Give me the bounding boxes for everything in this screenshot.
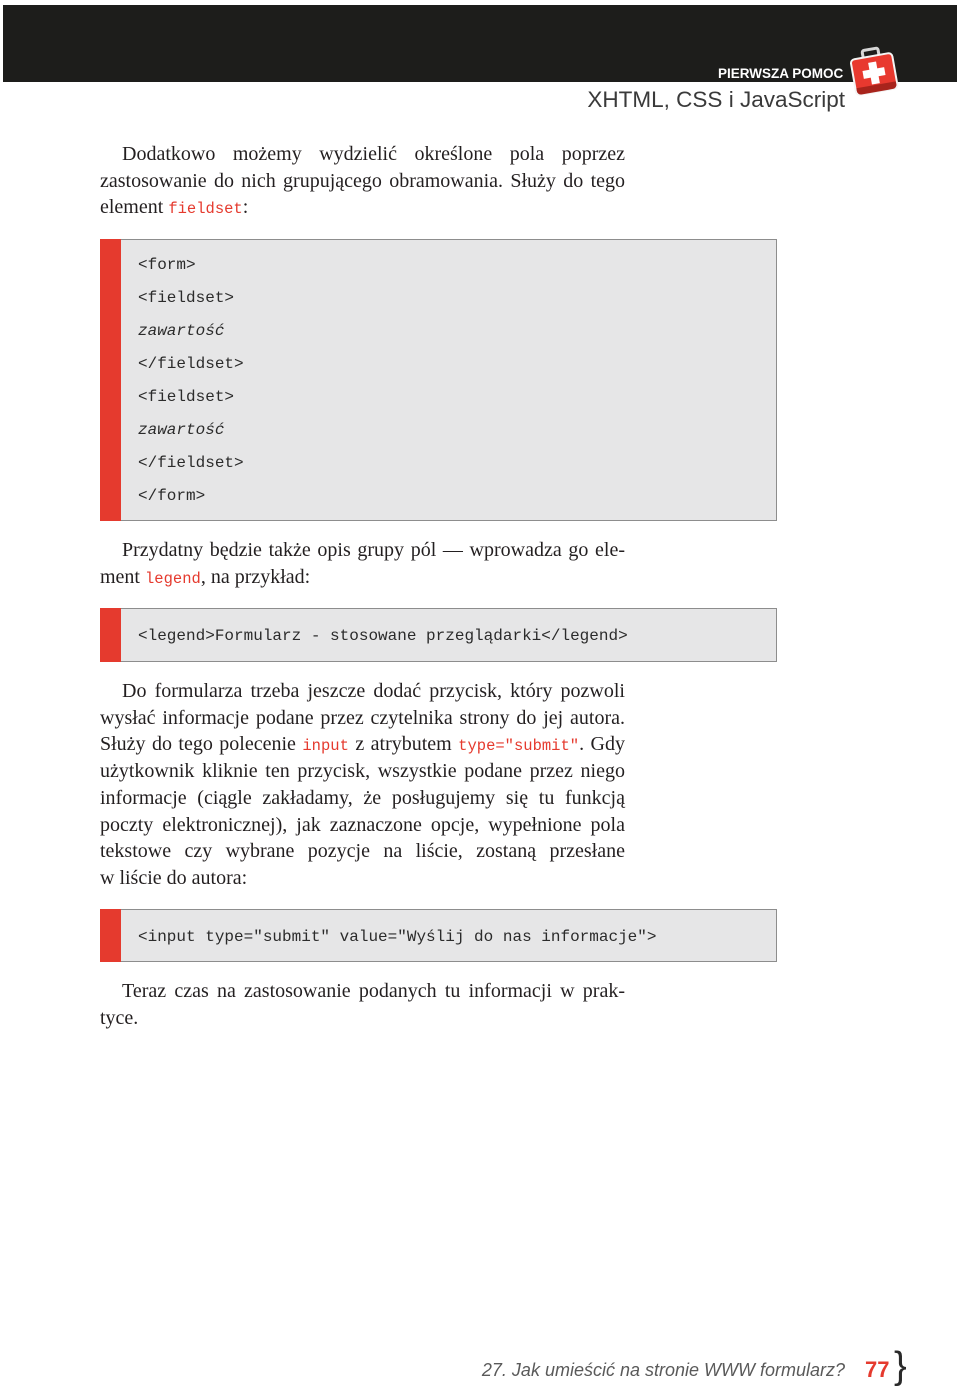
text-run: . Gdy (579, 733, 625, 755)
text-run: Przydatny będzie także opis grupy pól — wprowadza go ele- (122, 539, 625, 561)
text-run: Służy do tego polecenie (100, 733, 303, 755)
paragraph-line (100, 838, 625, 864)
book-title: XHTML, CSS i JavaScript (587, 87, 845, 112)
paragraph-line (122, 141, 625, 167)
text-run: : (242, 196, 249, 218)
page-number: 77 (865, 1357, 890, 1382)
series-label: PIERWSZA POMOC (718, 66, 844, 81)
paragraph-line (100, 865, 625, 891)
decorative-brace: } (894, 1345, 907, 1387)
code-line: </fieldset> (138, 355, 244, 373)
text-run: wysłać informacje podane przez czytelnika strony do jej autora. (100, 707, 625, 729)
inline-code-input: input (302, 737, 349, 755)
code-line: <legend>Formularz - stosowane przeglądarki</legend> (138, 627, 628, 645)
code-block-accent-bar (100, 909, 121, 962)
paragraph-line (100, 731, 625, 757)
paragraph-line (100, 1005, 625, 1031)
first-aid-kit-icon (848, 45, 900, 97)
header-bar (3, 5, 957, 82)
inline-code-type-submit: type="submit" (458, 737, 580, 755)
paragraph-line (100, 705, 625, 731)
code-line-placeholder: zawartość (138, 421, 225, 439)
code-block-accent-bar (100, 608, 121, 662)
text-run: poczty elektronicznej), jak zaznaczone opcje, wypełnione pola (100, 814, 625, 836)
paragraph-line (122, 978, 625, 1004)
paragraph-line (100, 785, 625, 811)
code-line: <fieldset> (138, 289, 235, 307)
text-run: , na przykład: (200, 566, 311, 588)
inline-code-legend: legend (145, 570, 201, 588)
text-run: Dodatkowo możemy wydzielić określone pola poprzez (122, 143, 625, 165)
chapter-title: 27. Jak umieścić na stronie WWW formularz? (481, 1360, 845, 1380)
code-line: <input type="submit" value="Wyślij do nas informacje"> (138, 927, 657, 946)
code-block-accent-bar (100, 239, 121, 521)
code-block-fieldset (100, 239, 777, 521)
text-run: ment (100, 566, 145, 588)
paragraph-line (122, 678, 625, 704)
code-line: <form> (138, 256, 196, 274)
text-run: Do formularza trzeba jeszcze dodać przycisk, który pozwoli (122, 680, 625, 702)
code-line: </form> (138, 487, 206, 505)
code-block-input-submit (100, 909, 777, 962)
text-run: tekstowe czy wybrane pozycje na liście, zostaną przesłane (100, 840, 625, 862)
code-line-placeholder: zawartość (138, 322, 225, 340)
text-run: informacje (ciągle zakładamy, że posługujemy się tu funkcją (100, 787, 625, 809)
paragraph-line (100, 564, 625, 590)
code-line: </fieldset> (138, 454, 244, 472)
text-run: tyce. (100, 1007, 139, 1029)
text-run: Teraz czas na zastosowanie podanych tu informacji w prak- (122, 980, 625, 1002)
code-block-legend (100, 608, 777, 662)
paragraph-line (122, 537, 625, 563)
paragraph-line (100, 812, 625, 838)
paragraph-line (100, 168, 625, 194)
inline-code-fieldset: fieldset (168, 200, 243, 218)
paragraph-line (100, 758, 625, 784)
text-run: element (100, 196, 169, 218)
text-run: zastosowanie do nich grupującego obramowania. Służy do tego (100, 170, 625, 192)
text-run: z atrybutem (348, 733, 459, 755)
text-run: w liście do autora: (100, 867, 248, 889)
code-line: <fieldset> (138, 388, 235, 406)
paragraph-line (100, 194, 625, 220)
text-run: użytkownik kliknie ten przycisk, wszystkie podane przez niego (100, 760, 625, 782)
